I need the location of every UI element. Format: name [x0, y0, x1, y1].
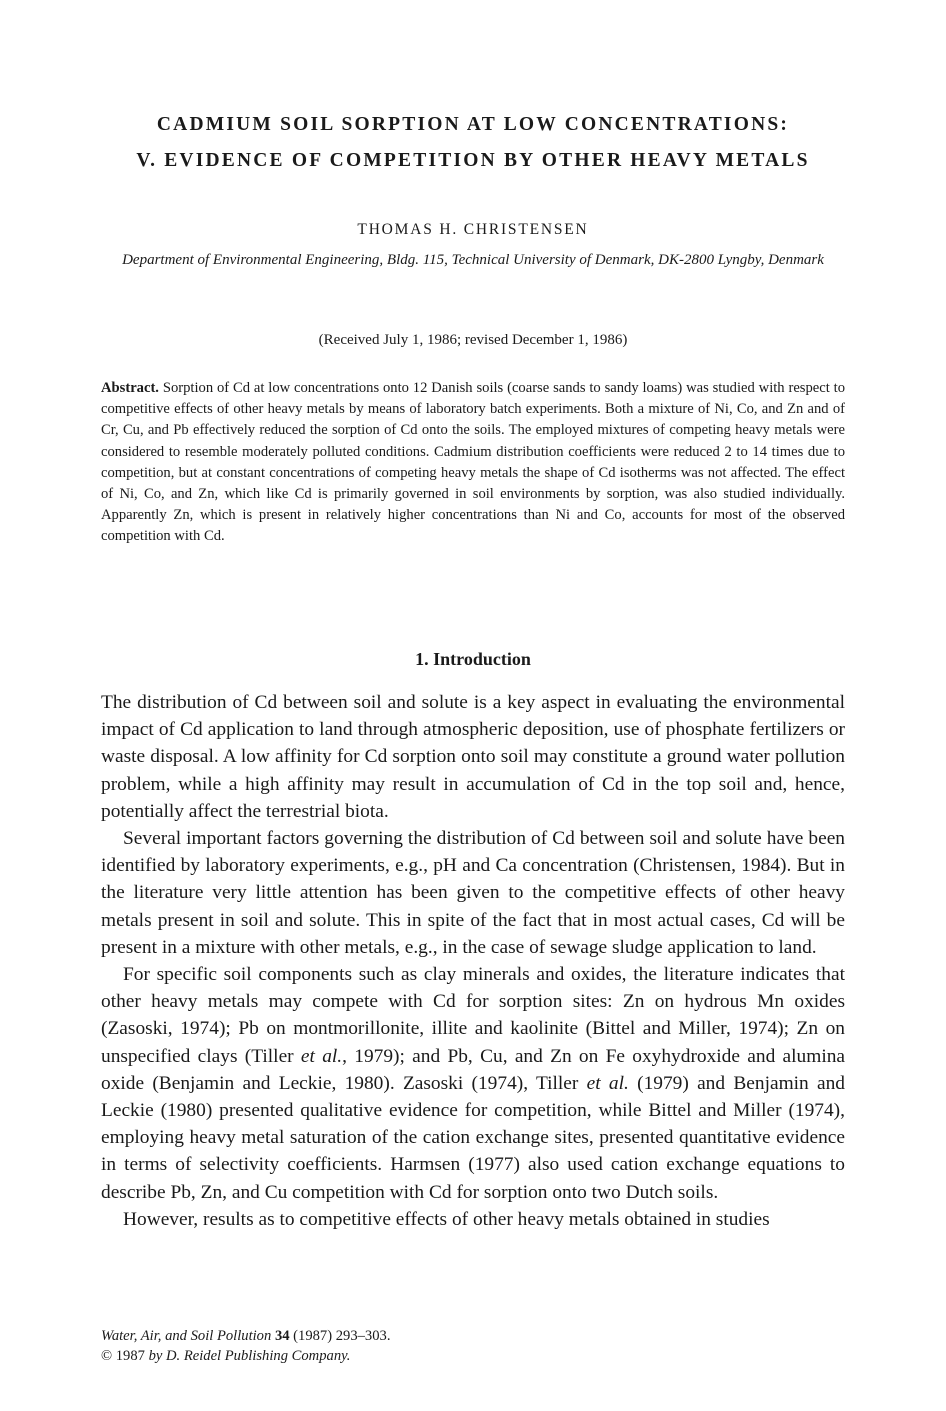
abstract-text: Sorption of Cd at low concentrations onto 12 Danish soils (coarse sands to sandy loams) was studied with respect to competitive effects of other heavy metals by means of laboratory batch experiments. Both a mixture of Ni, Co, and Zn and of Cr, Cu, and Pb effectively reduced the sorption of Cd onto the soils. The employed mixtures of competing heavy metals were considered to resemble moderately polluted conditions. Cadmium distribution coefficients were reduced 2 to 14 times due to competition, but at constant concentrations of competing heavy metals the shape of Cd isotherms was not affected. The effect of Ni, Co, and Zn, which like Cd is primarily governed in soil environments by sorption, was also studied individually. Apparently Zn, which is present in relatively higher concentrations than Ni and Co, accounts for most of the observed competition with Cd.	[101, 380, 845, 545]
et-al-citation-2: et al.	[586, 1072, 629, 1094]
paragraph-3-part-b: , 1979); and Pb, Cu, and Zn on Fe oxyhydroxide and alumina oxide (Benjamin and Leckie, 1980). Zasoski (1974), Tiller	[101, 1045, 846, 1094]
paragraph-3-part-c: (1979) and Benjamin and Leckie (1980) presented qualitative evidence for competition, while Bittel and Miller (1974), employing heavy metal saturation of the cation exchange sites, presented quantitative evidence in terms of selectivity coefficients. Harmsen (1977) also used cation exchange equations to describe Pb, Zn, and Cu competition with Cd for sorption onto two Dutch soils.	[101, 1072, 845, 1203]
journal-name: Water, Air, and Soil Pollution	[101, 1328, 272, 1344]
paper-title-line-1: CADMIUM SOIL SORPTION AT LOW CONCENTRATIONS:	[156, 114, 790, 135]
publisher-name: by D. Reidel Publishing Company.	[148, 1348, 351, 1364]
abstract-label: Abstract.	[101, 380, 159, 396]
author-affiliation: Department of Environmental Engineering, Bldg. 115, Technical University of Denmark, DK-2800 Lyngby, Denmark	[122, 252, 824, 268]
paragraph-3	[101, 961, 845, 1206]
journal-pages: (1987) 293–303.	[289, 1328, 391, 1344]
received-dates: (Received July 1, 1986; revised December 1, 1986)	[318, 332, 628, 348]
introduction-body	[101, 689, 845, 1233]
paper-title-line-2: V. EVIDENCE OF COMPETITION BY OTHER HEAVY METALS	[136, 150, 810, 171]
section-heading-introduction: 1. Introduction	[415, 649, 531, 669]
author-name: THOMAS H. CHRISTENSEN	[357, 221, 589, 238]
paragraph-3-part-a: For specific soil components such as clay minerals and oxides, the literature indicates that other heavy metals may compete with Cd for sorption sites: Zn on hydrous Mn oxides (Zasoski, 1974); Pb on montmorillonite, illite and kaolinite (Bittel and Miller, 1974); Zn on unspecified clays (Tiller	[101, 964, 845, 1067]
journal-footer	[101, 1326, 845, 1366]
copyright-symbol: ©	[101, 1348, 113, 1364]
et-al-citation-1: et al.	[300, 1045, 343, 1067]
journal-citation	[101, 1326, 845, 1346]
paragraph-1: The distribution of Cd between soil and solute is a key aspect in evaluating the environmental impact of Cd application to land through atmospheric deposition, use of phosphate fertilizers or waste disposal. A low affinity for Cd sorption onto soil may constitute a ground water pollution problem, while a high affinity may result in accumulation of Cd in the top soil and, hence, potentially affect the terrestrial biota.	[101, 692, 845, 822]
abstract	[101, 378, 845, 548]
paragraph-2: Several important factors governing the distribution of Cd between soil and solute have been identified by laboratory experiments, e.g., pH and Ca concentration (Christensen, 1984). But in the literature very little attention has been given to the competitive effects of other heavy metals present in soil and solute. This in spite of the fact that in most actual cases, Cd will be present in a mixture with other metals, e.g., in the case of sewage sludge application to land.	[101, 828, 845, 958]
copyright-year: 1987	[112, 1348, 149, 1364]
journal-volume: 34	[274, 1328, 290, 1344]
paragraph-4: However, results as to competitive effects of other heavy metals obtained in studies	[123, 1208, 770, 1230]
copyright-line	[101, 1346, 845, 1366]
